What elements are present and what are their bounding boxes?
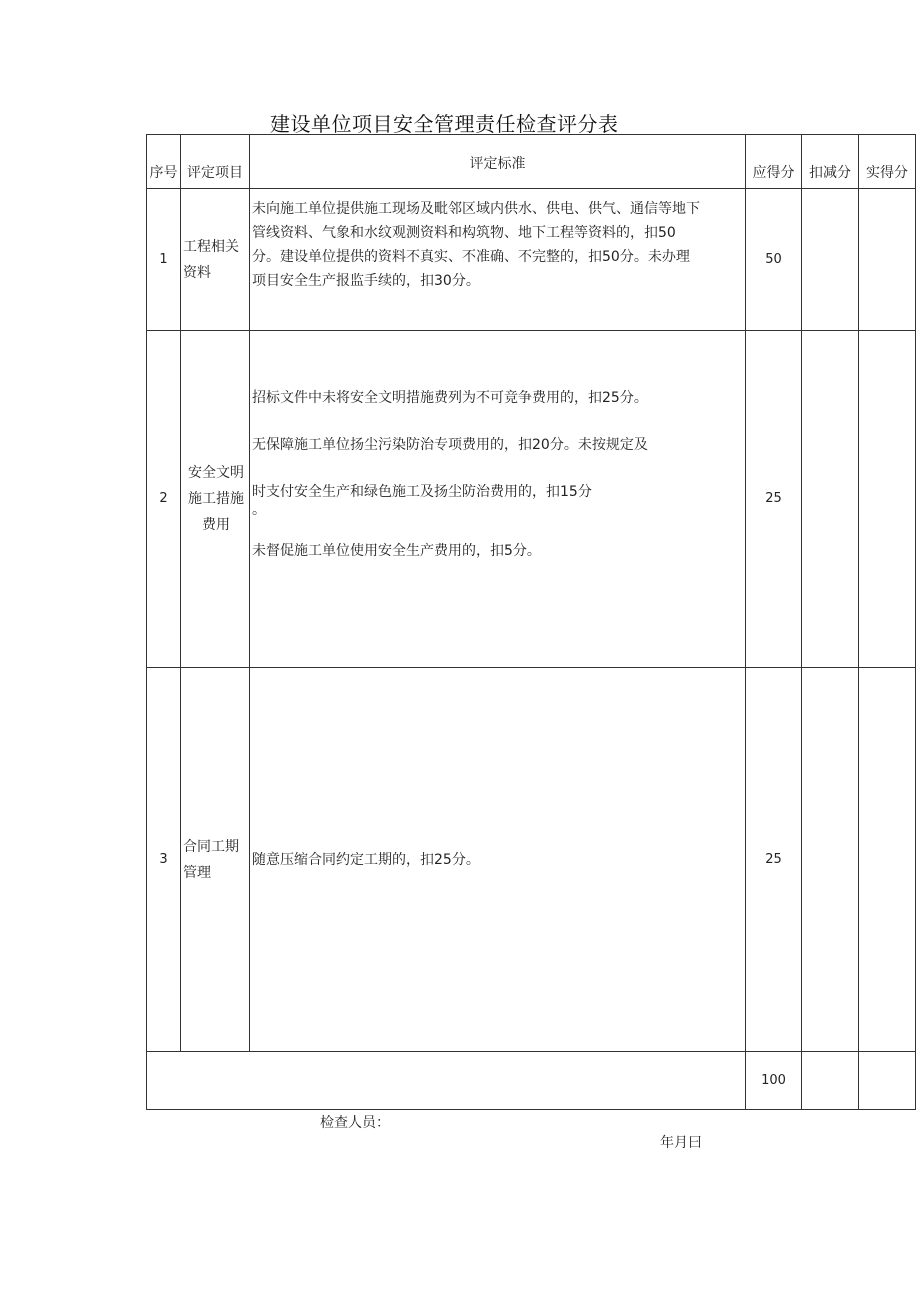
total-row [147,1052,916,1110]
header-actual: 实得分 [859,135,916,189]
total-due: 100 [746,1052,802,1110]
standard-line: 未督促施工单位使用安全生产费用的，扣5分。 [252,543,541,559]
inspector-label: 检查人员： [320,1115,390,1131]
standard-line: 无保障施工单位扬尘污染防治专项费用的，扣20分。未按规定及 [252,437,648,453]
row-item [181,189,250,331]
row-due: 50 [746,189,802,331]
item-line: 管理 [183,864,211,881]
standard-line: 未向施工单位提供施工现场及毗邻区域内供水、供电、供气、通信等地下 [252,201,700,217]
table-row [147,189,916,331]
item-line: 资料 [183,264,211,281]
item-line: 施工措施 [188,491,244,507]
row-seq: 1 [147,189,181,331]
row-actual[interactable] [859,189,916,331]
total-actual[interactable] [859,1052,916,1110]
header-due: 应得分 [746,135,802,189]
header-standard: 评定标准 [250,135,746,189]
header-item: 评定项目 [181,135,250,189]
item-line: 费用 [202,517,230,533]
standard-line: 时支付安全生产和绿色施工及扬尘防治费用的，扣15分 [252,484,592,500]
standard-line: 。 [252,502,266,518]
item-line: 工程相关 [183,238,239,255]
row-actual[interactable] [859,668,916,1052]
standard-line: 管线资料、气象和水纹观测资料和构筑物、地下工程等资料的，扣50 [252,225,676,241]
total-blank [147,1052,746,1110]
standard-line: 项目安全生产报监手续的，扣30分。 [252,273,480,289]
table-row [147,331,916,668]
row-seq: 2 [147,331,181,668]
score-table [146,134,916,1110]
item-line: 合同工期 [183,838,239,855]
row-seq: 3 [147,668,181,1052]
standard-line: 分。建设单位提供的资料不真实、不准确、不完整的，扣50分。未办理 [252,249,690,265]
row-standard [250,668,746,1052]
header-seq: 序号 [147,135,181,189]
row-deduct[interactable] [802,189,859,331]
row-due: 25 [746,331,802,668]
standard-line: 随意压缩合同约定工期的，扣25分。 [252,851,480,868]
page-title: 建设单位项目安全管理责任检查评分表 [270,112,619,136]
row-item [181,331,250,668]
date-label: 年月曰 [660,1135,702,1151]
total-deduct[interactable] [802,1052,859,1110]
row-item [181,668,250,1052]
row-deduct[interactable] [802,668,859,1052]
row-actual[interactable] [859,331,916,668]
row-standard [250,189,746,331]
row-deduct[interactable] [802,331,859,668]
row-standard [250,331,746,668]
row-due: 25 [746,668,802,1052]
header-row [147,135,916,189]
item-line: 安全文明 [188,465,244,481]
table-row [147,668,916,1052]
header-deduct: 扣减分 [802,135,859,189]
standard-line: 招标文件中未将安全文明措施费列为不可竞争费用的，扣25分。 [252,390,648,406]
